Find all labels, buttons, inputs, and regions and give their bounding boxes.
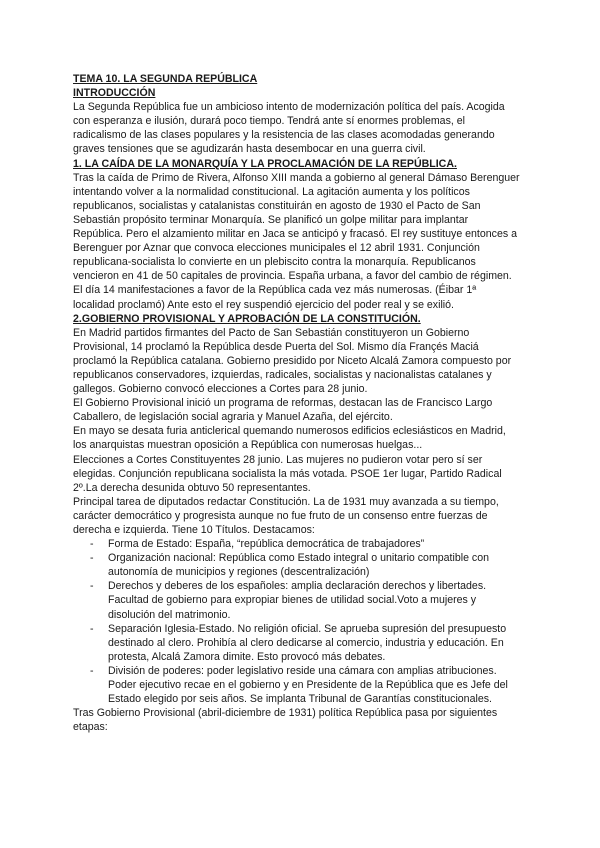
list-item-text: Derechos y deberes de los españoles: amplia declaración derechos y libertades. Facultad de gobierno para expropiar bienes de utilidad social.Voto a mujeres y disolución del matrimonio. <box>108 580 487 621</box>
document-title: TEMA 10. LA SEGUNDA REPÚBLICA <box>73 73 258 85</box>
section-2-paragraph: Principal tarea de diputados redactar Constitución. La de 1931 muy avanzada a su tiempo, carácter democrático y progresista aunque no fue fruto de un consenso entre fuerzas de derecha e izquierda. Tiene 10 Títulos. Destacamos: <box>73 495 499 536</box>
section-2-paragraph: El Gobierno Provisional inició un programa de reformas, destacan las de Francisco Largo Caballero, de legislación social agraria y Manuel Azaña, del ejército. <box>73 397 493 424</box>
intro-paragraph: La Segunda República fue un ambicioso intento de modernización política del país. Acogida con esperanza e ilusión, durará poco tiempo. Tendrá ante sí enormes problemas, el radicalismo de las clases populares y la resistencia de las clases acomodadas generando graves tensiones que se agudizarán hasta desembocar en una guerra civil. <box>73 101 505 156</box>
list-item <box>90 622 520 664</box>
section-2-heading: 2.GOBIERNO PROVISIONAL Y APROBACIÓN DE LA CONSTITUCIÓN. <box>73 312 421 325</box>
section-1-paragraph: Tras la caída de Primo de Rivera, Alfonso XIII manda a gobierno al general Dámaso Berenguer intentando volver a la normalidad constitucional. La agitación aumenta y los políticos republicanos, socialistas y catalanistas constituirán en agosto de 1930 el Pacto de San Sebastián propósito terminar Monarquía. Se planificó un golpe militar para implantar República. Pero el alzamiento militar en Jaca se anticipó y fracasó. El rey sustituye entonces a Berenguer por Aznar que convoca elecciones municipales el 12 abril 1931. Conjunción republicana-socialista lo convierte en un plebiscito contra la monarquía. Republicanos vencieron en 41 de 50 capitales de provincia. España urbana, a favor del cambio de régimen. El día 14 manifestaciones a favor de la República cada vez más numerosas. (Éibar 1ª localidad proclamó) Ante esto el rey suspendió ejercicio del poder real y se exilió. <box>73 171 520 311</box>
list-item-text: División de poderes: poder legislativo reside una cámara con amplias atribuciones. Poder ejecutivo recae en el gobierno y en Presidente de la República que es Jefe del Estado elegido por seis años. Se implanta Tribunal de Garantías constitucionales. <box>108 664 508 706</box>
dash-bullet: - <box>90 538 94 551</box>
list-item <box>90 579 520 621</box>
list-item-text: Separación Iglesia-Estado. No religión oficial. Se aprueba supresión del presupuesto destinado al clero. Prohibía al clero dedicarse al comercio, industria y educación. En protesta, Alcalá Zamora dimite. Esto provocó más debates. <box>108 622 507 663</box>
section-2-paragraph: En mayo se desata furia anticlerical quemando numerosos edificios eclesiásticos en Madrid, los anarquistas muestran oposición a República con numerosas huelgas... <box>73 425 506 452</box>
constitution-titles-list <box>73 537 520 706</box>
list-item <box>90 664 520 706</box>
list-item-text: Forma de Estado: España, “república democrática de trabajadores” <box>108 538 425 551</box>
section-2-paragraph: En Madrid partidos firmantes del Pacto de San Sebastián constituyeron un Gobierno Provisional, 14 proclamó la República desde Puerta del Sol. Mismo día Françés Maciá proclamó la República catalana. Gobierno presidido por Niceto Alcalá Zamora compuesto por republicanos conservadores, izquierdas, radicales, socialistas y nacionalistas catalanes y gallegos. Gobierno convocó elecciones a Cortes para 28 junio. <box>73 326 512 396</box>
section-2-paragraph: Elecciones a Cortes Constituyentes 28 junio. Las mujeres no pudieron votar pero sí ser elegidas. Conjunción republicana socialista la más votada. PSOE 1er lugar, Partido Radical 2º.La derecha desunida obtuvo 50 representantes. <box>73 453 502 494</box>
dash-bullet: - <box>90 622 94 635</box>
section-2-closing: Tras Gobierno Provisional (abril-diciembre de 1931) política República pasa por siguientes etapas: <box>73 707 498 734</box>
list-item <box>90 537 520 551</box>
dash-bullet: - <box>90 552 94 565</box>
list-item <box>90 551 520 579</box>
section-1-heading: 1. LA CAÍDA DE LA MONARQUÍA Y LA PROCLAMACIÓN DE LA REPÚBLICA. <box>73 157 457 170</box>
intro-heading: INTRODUCCIÓN <box>73 87 156 100</box>
dash-bullet: - <box>90 580 94 593</box>
dash-bullet: - <box>90 664 94 677</box>
list-item-text: Organización nacional: República como Estado integral o unitario compatible con autonomía de municipios y regiones (descentralización) <box>108 552 490 579</box>
